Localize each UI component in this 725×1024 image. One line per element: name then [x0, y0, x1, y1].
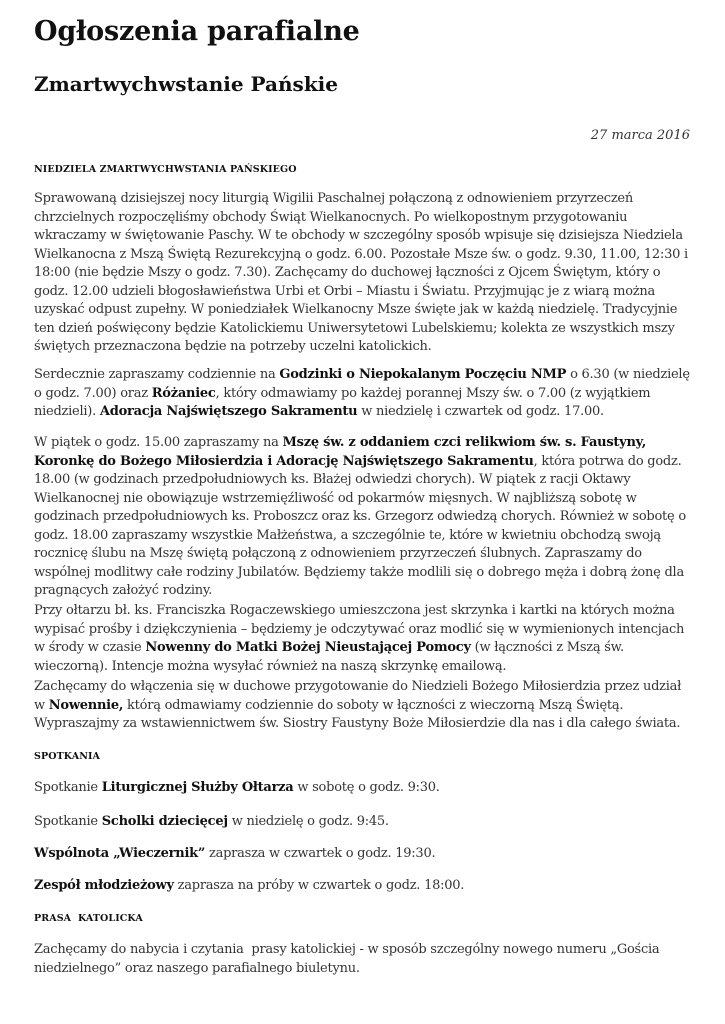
text: o 6.30 (w niedzielę o godz. 7.00) oraz [34, 367, 690, 401]
text: , który odmawiamy po każdej porannej Mszy św. o 7.00 (z wyjątkiem niedzieli). [34, 385, 651, 419]
paragraph-easter-liturgy: Sprawowaną dzisiejszej nocy liturgią Wigilii Paschalnej połączoną z odnowieniem przyrzeczeń chrzcielnych rozpoczęliśmy obchody Świąt Wielkanocnych. Po wielkopostnym przygotowaniu wkraczamy w świętowanie Paschy. W te obchody w szczególny sposób wpisuje się dzisiejsza Niedziela Wielkanocna z Mszą Świętą Rezurekcyjną o godz. 6.00. Pozostałe Msze św. o godz. 9.30, 11.00, 12:30 i 18:00 (nie będzie Mszy o godz. 7.30). Zachęcamy do duchowej łączności z Ojcem Świętym, który o godz. 12.00 udzieli błogosławieństwa Urbi et Orbi – Miastu i Światu. Przyjmując je z wiarą można uzyskać odpust zupełny. W poniedziałek Wielkanocny Msze święte jak w każdą niedzielę. Tradycyjnie ten dzień poświęcony będzie Katolickiemu Uniwersytetowi Lubelskiemu; kolekta ze wszystkich mszy świętych przeznaczona będzie na potrzeby uczelni katolickich. [34, 191, 688, 354]
bold-text: Adoracja Najświętszego Sakramentu [99, 404, 358, 419]
text: Zachęcamy do włączenia się w duchowe przygotowanie do Niedzieli Bożego Miłosierdzia przez udział w [34, 679, 682, 713]
meeting-item [34, 877, 694, 896]
bold-text: Różaniec [151, 385, 216, 401]
bold-text: Godzinki o Niepokalanym Poczęciu NMP [279, 367, 567, 382]
text: (w łączności z Mszą św. wieczorną). Intencje można wysyłać również na naszą skrzynkę emailową. [34, 640, 624, 674]
text: Spotkanie [34, 780, 102, 795]
announcement-date: 27 marca 2016 [590, 128, 690, 143]
bold-text: Nowenny do Matki Bożej Nieustającej Pomocy [145, 640, 471, 655]
text: Przy ołtarzu bł. ks. Franciszka Rogaczewskiego umieszczona jest skrzynka i kartki na których można wypisać prośby i dziękczynienia – będziemy je odczytywać oraz modlić się w wymienionych intencjach w środy w czasie [34, 603, 685, 655]
meeting-item [34, 845, 694, 864]
text: Serdecznie zapraszamy codziennie na [34, 367, 280, 382]
meeting-item [34, 779, 694, 798]
bold-text: Nowennie, [48, 697, 124, 713]
page-subtitle: Zmartwychwstanie Pańskie [34, 72, 338, 96]
paragraph-novena [34, 678, 694, 734]
paragraph-friday-mass [34, 434, 694, 601]
paragraph-daily-prayers [34, 366, 694, 422]
page-title: Ogłoszenia parafialne [34, 16, 360, 47]
text: zaprasza na próby w czwartek o godz. 18:00. [173, 878, 465, 893]
section-heading-press: PRASA KATOLICKA [34, 913, 143, 924]
bold-text: Zespół młodzieżowy [34, 878, 174, 893]
bold-text: Liturgicznej Służby Ołtarza [101, 780, 294, 795]
text: w niedzielę i czwartek od godz. 17.00. [357, 404, 604, 419]
paragraph-press: Zachęcamy do nabycia i czytania prasy katolickiej - w sposób szczególny nowego numeru „Gościa niedzielnego” oraz naszego parafialnego biuletynu. [34, 942, 664, 976]
text: w sobotę o godz. 9:30. [293, 780, 440, 795]
section-heading-meetings: SPOTKANIA [34, 751, 100, 762]
paragraph-prayer-box [34, 602, 694, 676]
bold-text: Mszę św. z oddaniem czci relikwiom św. s. Faustyny, Koronkę do Bożego Miłosierdzia i Adorację Najświętszego Sakramentu [34, 435, 646, 469]
text: , która potrwa do godz. 18.00 (w godzinach przedpołudniowych ks. Błażej odwiedzi chorych). W piątek z racji Oktawy Wielkanocnej nie obowiązuje wstrzemięźliwość od pokarmów mięsnych. W najbliższą sobotę w godzinach przedpołudniowych ks. Proboszcz oraz ks. Grzegorz odwiedzą chorych. Również w sobotę o godz. 18.00 zapraszamy wszystkie Małżeństwa, a szczególnie te, które w kwietniu obchodzą swoją rocznicę ślubu na Mszę świętą połączoną z odnowieniem przyrzeczeń ślubnych. Zapraszamy do wspólnej modlitwy całe rodziny Jubilatów. Będziemy także modlili się o dobrego męża i dobrą żonę dla pragnących założyć rodziny. [34, 453, 686, 598]
text: zaprasza w czwartek o godz. 19:30. [205, 846, 436, 861]
bold-text: Scholki dziecięcej [101, 814, 228, 829]
meeting-item [34, 813, 694, 832]
text: Spotkanie [34, 814, 102, 829]
text: W piątek o godz. 15.00 zapraszamy na [34, 435, 283, 450]
section-heading-easter: NIEDZIELA ZMARTWYCHWSTANIA PAŃSKIEGO [34, 164, 297, 175]
text: którą odmawiamy codziennie do soboty w łączności z wieczorną Mszą Świętą. Wypraszajmy za wstawiennictwem św. Siostry Faustyny Boże Miłosierdzie dla nas i dla całego świata. [34, 697, 681, 731]
text: w niedzielę o godz. 9:45. [227, 814, 389, 829]
bold-text: Wspólnota „Wieczernik” [34, 846, 206, 861]
